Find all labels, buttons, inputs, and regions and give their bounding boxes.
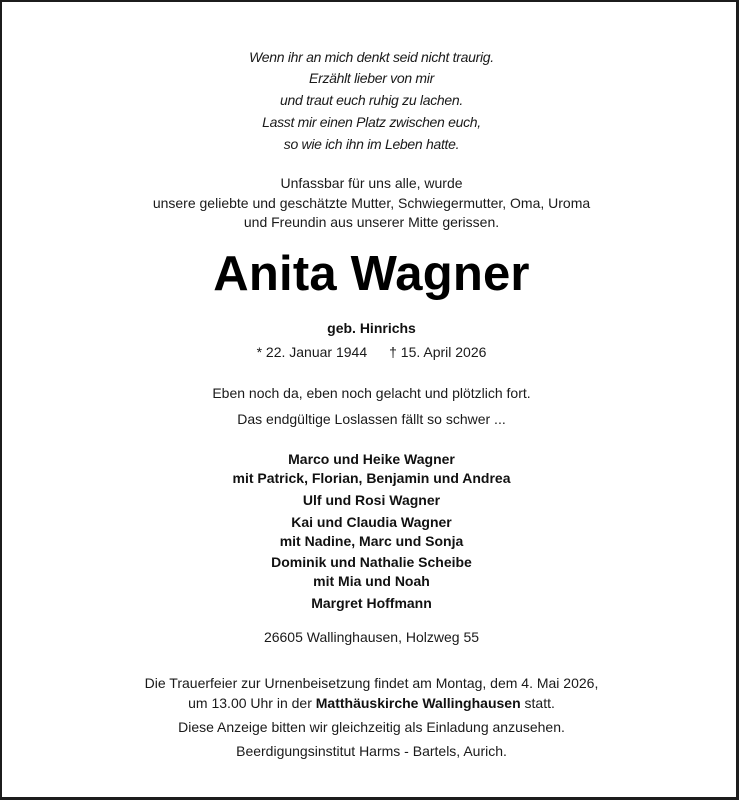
mourner-line: mit Patrick, Florian, Benjamin und Andrea (232, 470, 511, 486)
life-dates (2, 344, 739, 360)
saying-line: Das endgültige Loslassen fällt so schwer ... (237, 411, 506, 427)
undertaker: Beerdigungsinstitut Harms - Bartels, Aurich. (236, 743, 507, 759)
poem-line: Wenn ihr an mich denkt seid nicht traurig. (249, 49, 494, 65)
funeral-time: um 13.00 Uhr in der (188, 695, 316, 711)
birth-date: * 22. Januar 1944 (256, 344, 368, 360)
invitation-note: Diese Anzeige bitten wir gleichzeitig als Einladung anzusehen. (178, 719, 565, 735)
birth-name: geb. Hinrichs (327, 320, 416, 336)
death-date: † 15. April 2026 (389, 344, 487, 360)
mourner-line: mit Mia und Noah (313, 573, 430, 589)
funeral-suffix: statt. (520, 695, 555, 711)
funeral-line: Die Trauerfeier zur Urnenbeisetzung findet am Montag, dem 4. Mai 2026, (144, 675, 599, 691)
funeral-place: Matthäuskirche Wallinghausen (315, 695, 521, 711)
mourner-line: Dominik und Nathalie Scheibe (271, 554, 472, 570)
mourner-line: Ulf und Rosi Wagner (302, 492, 441, 508)
poem-line: Erzählt lieber von mir (309, 70, 434, 86)
mourner-line: mit Nadine, Marc und Sonja (279, 533, 464, 549)
poem-line: so wie ich ihn im Leben hatte. (283, 136, 460, 152)
intro-line: Unfassbar für uns alle, wurde (280, 175, 463, 191)
mourner-line: Kai und Claudia Wagner (291, 514, 452, 530)
address: 26605 Wallinghausen, Holzweg 55 (263, 629, 480, 645)
poem-line: Lasst mir einen Platz zwischen euch, (262, 114, 481, 130)
funeral-line (2, 695, 739, 711)
mourner-line: Margret Hoffmann (311, 595, 432, 611)
saying-line: Eben noch da, eben noch gelacht und plötzlich fort. (212, 385, 531, 401)
intro-line: und Freundin aus unserer Mitte gerissen. (243, 214, 500, 230)
poem-line: und traut euch ruhig zu lachen. (280, 92, 463, 108)
intro-line: unsere geliebte und geschätzte Mutter, Schwiegermutter, Oma, Uroma (152, 195, 591, 211)
deceased-name: Anita Wagner (213, 247, 530, 301)
mourner-line: Marco und Heike Wagner (288, 451, 455, 467)
